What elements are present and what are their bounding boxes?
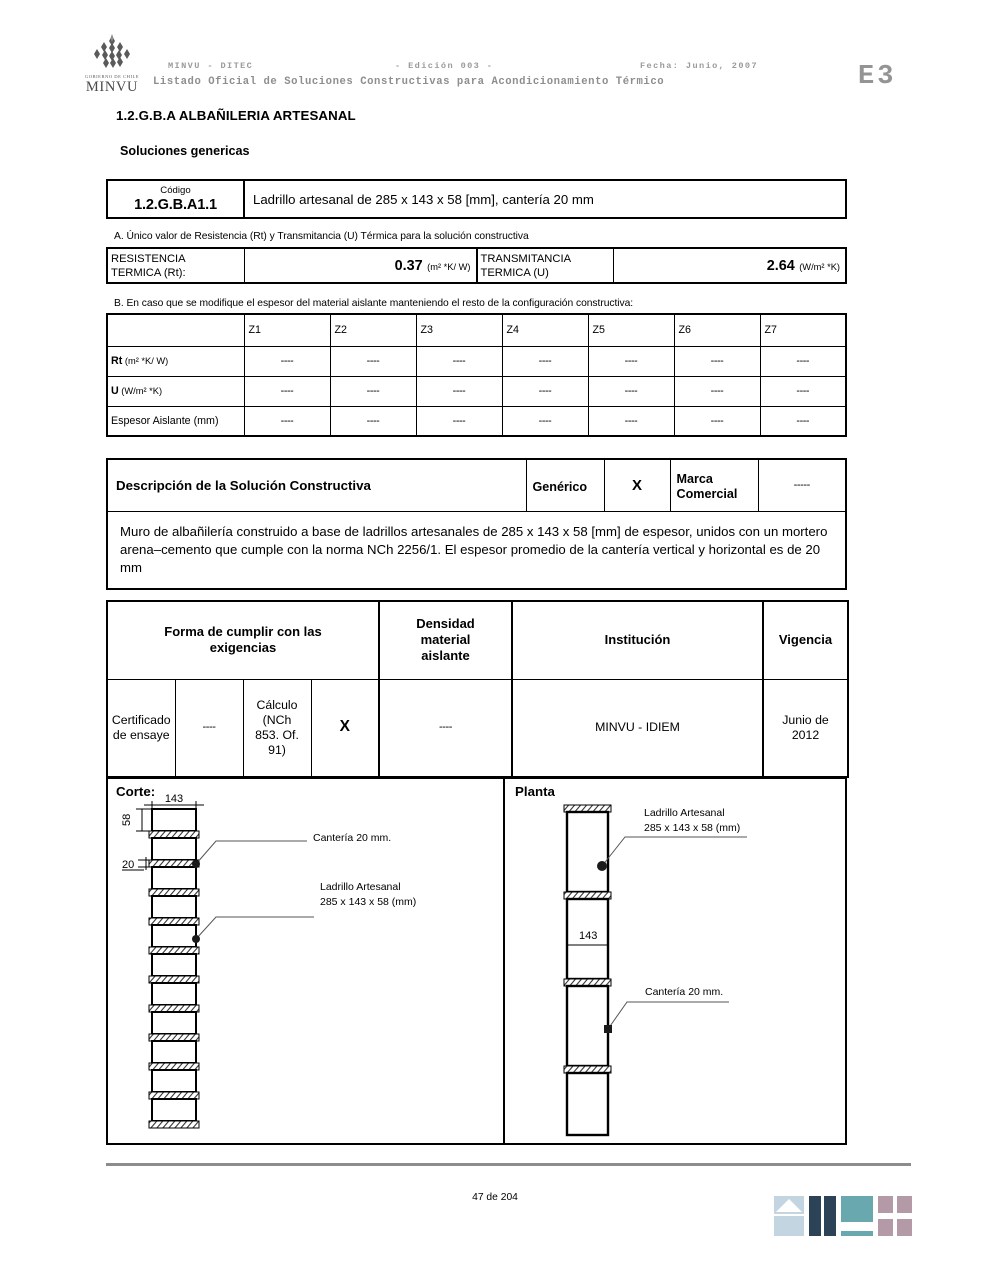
transmitancia-label-line1: TRANSMITANCIA xyxy=(480,252,572,265)
cell-espesor-z5: ---- xyxy=(588,406,674,436)
corte-leader-dot-canteria xyxy=(192,860,200,868)
marca-comercial-mark: ----- xyxy=(758,459,846,511)
generico-mark: X xyxy=(604,459,670,511)
gobierno-star-icon xyxy=(68,34,156,74)
corte-dim-width-text: 143 xyxy=(164,793,184,805)
calculo-mark: X xyxy=(311,679,379,777)
section-a-caption: A. Único valor de Resistencia (Rt) y Transmitancia (U) Térmica para la solución constructiva xyxy=(114,231,529,242)
planta-leader-dot-ladrillo xyxy=(597,861,607,871)
section-b-caption: B. En caso que se modifique el espesor del material aislante manteniendo el resto de la configuración constructiva: xyxy=(114,298,634,309)
cell-rt-z4: ---- xyxy=(502,346,588,376)
table-row xyxy=(107,511,846,589)
section-b-table xyxy=(106,313,847,437)
planta-leader-ladrillo xyxy=(602,837,747,866)
corte-dim-brick-text: 58 xyxy=(121,813,133,826)
codigo-value: 1.2.G.B.A1.1 xyxy=(134,196,217,213)
resistencia-label xyxy=(107,248,244,283)
corte-dim-brick xyxy=(136,809,151,831)
calculo-line3: 853. Of. xyxy=(255,727,299,742)
institucion-value: MINVU - IDIEM xyxy=(512,679,763,777)
calculo-line2: (NCh xyxy=(262,712,292,727)
header-forma-line1: Forma de cumplir con las xyxy=(164,624,322,639)
codigo-table xyxy=(106,179,847,219)
corte-note-ladrillo-line2: 285 x 143 x 58 (mm) xyxy=(320,896,417,908)
cell-espesor-z7: ---- xyxy=(760,406,846,436)
cell-espesor-z4: ---- xyxy=(502,406,588,436)
zone-header-z7: Z7 xyxy=(760,314,846,346)
header-edicion: - Edición 003 - xyxy=(395,61,494,71)
vigencia-value xyxy=(763,679,848,777)
planta-leader-dot-canteria xyxy=(604,1025,612,1033)
zone-header-z4: Z4 xyxy=(502,314,588,346)
cell-espesor-z2: ---- xyxy=(330,406,416,436)
marca-label-line1: Marca xyxy=(676,472,713,487)
table-row xyxy=(107,376,846,406)
zone-header-z6: Z6 xyxy=(674,314,760,346)
calculo-label xyxy=(243,679,311,777)
minvu-logo xyxy=(68,34,156,96)
planta-leader-canteria xyxy=(608,1002,729,1029)
resistencia-unit: (m² *K/ W) xyxy=(427,261,471,272)
cell-rt-z6: ---- xyxy=(674,346,760,376)
cell-u-z3: ---- xyxy=(416,376,502,406)
codigo-description: Ladrillo artesanal de 285 x 143 x 58 [mm], cantería 20 mm xyxy=(244,180,846,218)
descripcion-title: Descripción de la Solución Constructiva xyxy=(107,459,526,511)
header-densidad-line1: Densidad xyxy=(416,615,475,631)
planta-dim-width-text: 143 xyxy=(579,930,598,942)
corte-leader-dot-ladrillo xyxy=(192,935,200,943)
marca-label-line2: Comercial xyxy=(676,487,738,502)
table-row xyxy=(107,679,848,777)
section-a-table xyxy=(106,247,847,284)
corte-note-canteria: Cantería 20 mm. xyxy=(313,832,392,844)
table-header-row xyxy=(107,314,846,346)
descripcion-table xyxy=(106,458,847,590)
table-row xyxy=(107,248,846,283)
table-row xyxy=(107,406,846,436)
header-forma-cumplir xyxy=(107,601,379,679)
subsection-title: Soluciones genericas xyxy=(120,144,250,158)
table-header-row xyxy=(107,601,848,679)
planta-label: Planta xyxy=(515,784,555,799)
corte-note-ladrillo-line1: Ladrillo Artesanal xyxy=(320,881,401,893)
zone-header-z3: Z3 xyxy=(416,314,502,346)
cell-u-z4: ---- xyxy=(502,376,588,406)
cell-rt-z7: ---- xyxy=(760,346,846,376)
cell-espesor-z1: ---- xyxy=(244,406,330,436)
footer-logo-block-4 xyxy=(878,1196,912,1236)
page-title: 1.2.G.B.A ALBAÑILERIA ARTESANAL xyxy=(116,108,356,123)
cell-rt-z1: ---- xyxy=(244,346,330,376)
corte-leader-ladrillo xyxy=(196,917,314,939)
corte-brick-stack xyxy=(149,809,199,1128)
resistencia-value-cell xyxy=(244,248,477,283)
row-label-u-symbol: U xyxy=(111,385,119,397)
planta-brick-stack xyxy=(564,805,611,1135)
table-row xyxy=(107,346,846,376)
resistencia-label-line2: TERMICA (Rt): xyxy=(111,266,186,279)
header-institucion: Institución xyxy=(512,601,763,679)
marca-comercial-label xyxy=(670,459,758,511)
header-densidad-line2: material xyxy=(420,632,471,648)
cell-rt-z3: ---- xyxy=(416,346,502,376)
zone-header-z1: Z1 xyxy=(244,314,330,346)
cell-rt-z2: ---- xyxy=(330,346,416,376)
header-fecha: Fecha: Junio, 2007 xyxy=(640,61,759,71)
forma-cumplir-table xyxy=(106,600,849,778)
row-label-u xyxy=(107,376,244,406)
resistencia-value: 0.37 xyxy=(394,257,423,274)
calculo-line4: 91) xyxy=(268,742,286,757)
densidad-value: ---- xyxy=(379,679,512,777)
header-densidad xyxy=(379,601,512,679)
row-label-u-unit: (W/m² *K) xyxy=(118,386,163,396)
corte-panel xyxy=(108,779,505,1143)
header-minvu-ditec: MINVU - DITEC xyxy=(168,61,254,71)
cell-espesor-z3: ---- xyxy=(416,406,502,436)
footer-logo-block-2 xyxy=(809,1196,836,1236)
transmitancia-label xyxy=(477,248,614,283)
header-vigencia: Vigencia xyxy=(763,601,848,679)
zone-header-z2: Z2 xyxy=(330,314,416,346)
page-header xyxy=(0,0,990,100)
resistencia-label-line1: RESISTENCIA xyxy=(111,252,186,265)
cell-u-z1: ---- xyxy=(244,376,330,406)
section-b-corner xyxy=(107,314,244,346)
cell-u-z6: ---- xyxy=(674,376,760,406)
planta-note-ladrillo-line1: Ladrillo Artesanal xyxy=(644,807,725,819)
planta-panel xyxy=(507,779,846,1143)
corte-dim-mortar-text: 20 xyxy=(122,859,135,871)
header-densidad-line3: aislante xyxy=(421,648,470,664)
generico-label: Genérico xyxy=(526,459,604,511)
corte-drawing xyxy=(108,779,505,1144)
header-forma-line2: exigencias xyxy=(209,640,277,656)
transmitancia-value-cell xyxy=(614,248,847,283)
cell-u-z2: ---- xyxy=(330,376,416,406)
transmitancia-value: 2.64 xyxy=(766,257,795,274)
planta-note-ladrillo-line2: 285 x 143 x 58 (mm) xyxy=(644,822,741,834)
cell-rt-z5: ---- xyxy=(588,346,674,376)
corte-leader-canteria xyxy=(196,841,307,864)
transmitancia-label-line2: TERMICA (U) xyxy=(480,266,549,279)
logo-gobierno-text: GOBIERNO DE CHILE xyxy=(84,74,140,79)
table-row xyxy=(107,180,846,218)
codigo-label: Código xyxy=(160,185,191,197)
certificado-mark: ---- xyxy=(175,679,243,777)
zone-header-z5: Z5 xyxy=(588,314,674,346)
header-document-title: Listado Oficial de Soluciones Constructivas para Acondicionamiento Térmico xyxy=(153,76,665,88)
planta-note-canteria: Cantería 20 mm. xyxy=(645,986,724,998)
header-badge-e3: E3 xyxy=(858,62,897,92)
cell-espesor-z6: ---- xyxy=(674,406,760,436)
footer-logo-block-1 xyxy=(774,1196,804,1236)
certificado-ensaye-label xyxy=(107,679,175,777)
descripcion-body: Muro de albañilería construido a base de ladrillos artesanales de 285 x 143 x 58 [mm] de espesor, unidos con un mortero arena–cemento que cumple con la norma NCh 2256/1. El espesor promedio de la cantería vertical y horizontal es de 20 mm xyxy=(107,511,846,589)
row-label-rt-unit: (m² *K/ W) xyxy=(122,356,169,366)
vigencia-line2: 2012 xyxy=(791,727,820,742)
row-label-espesor: Espesor Aislante (mm) xyxy=(107,406,244,436)
footer-page-number: 47 de 204 xyxy=(472,1192,518,1203)
corte-label: Corte: xyxy=(116,784,156,799)
drawings-container xyxy=(106,777,847,1145)
certificado-line2: de ensaye xyxy=(112,727,170,742)
transmitancia-unit: (W/m² *K) xyxy=(799,261,840,272)
footer-divider xyxy=(106,1163,911,1166)
footer-logo xyxy=(774,1196,914,1238)
cell-u-z5: ---- xyxy=(588,376,674,406)
logo-minvu-text: MINVU xyxy=(85,78,139,95)
row-label-rt xyxy=(107,346,244,376)
calculo-line1: Cálculo xyxy=(256,697,298,712)
certificado-line1: Certificado xyxy=(111,712,171,727)
footer-logo-block-3 xyxy=(841,1196,873,1236)
table-row xyxy=(107,459,846,511)
vigencia-line1: Junio de xyxy=(782,712,829,727)
row-label-rt-symbol: Rt xyxy=(111,355,123,367)
codigo-cell xyxy=(107,180,244,218)
cell-u-z7: ---- xyxy=(760,376,846,406)
